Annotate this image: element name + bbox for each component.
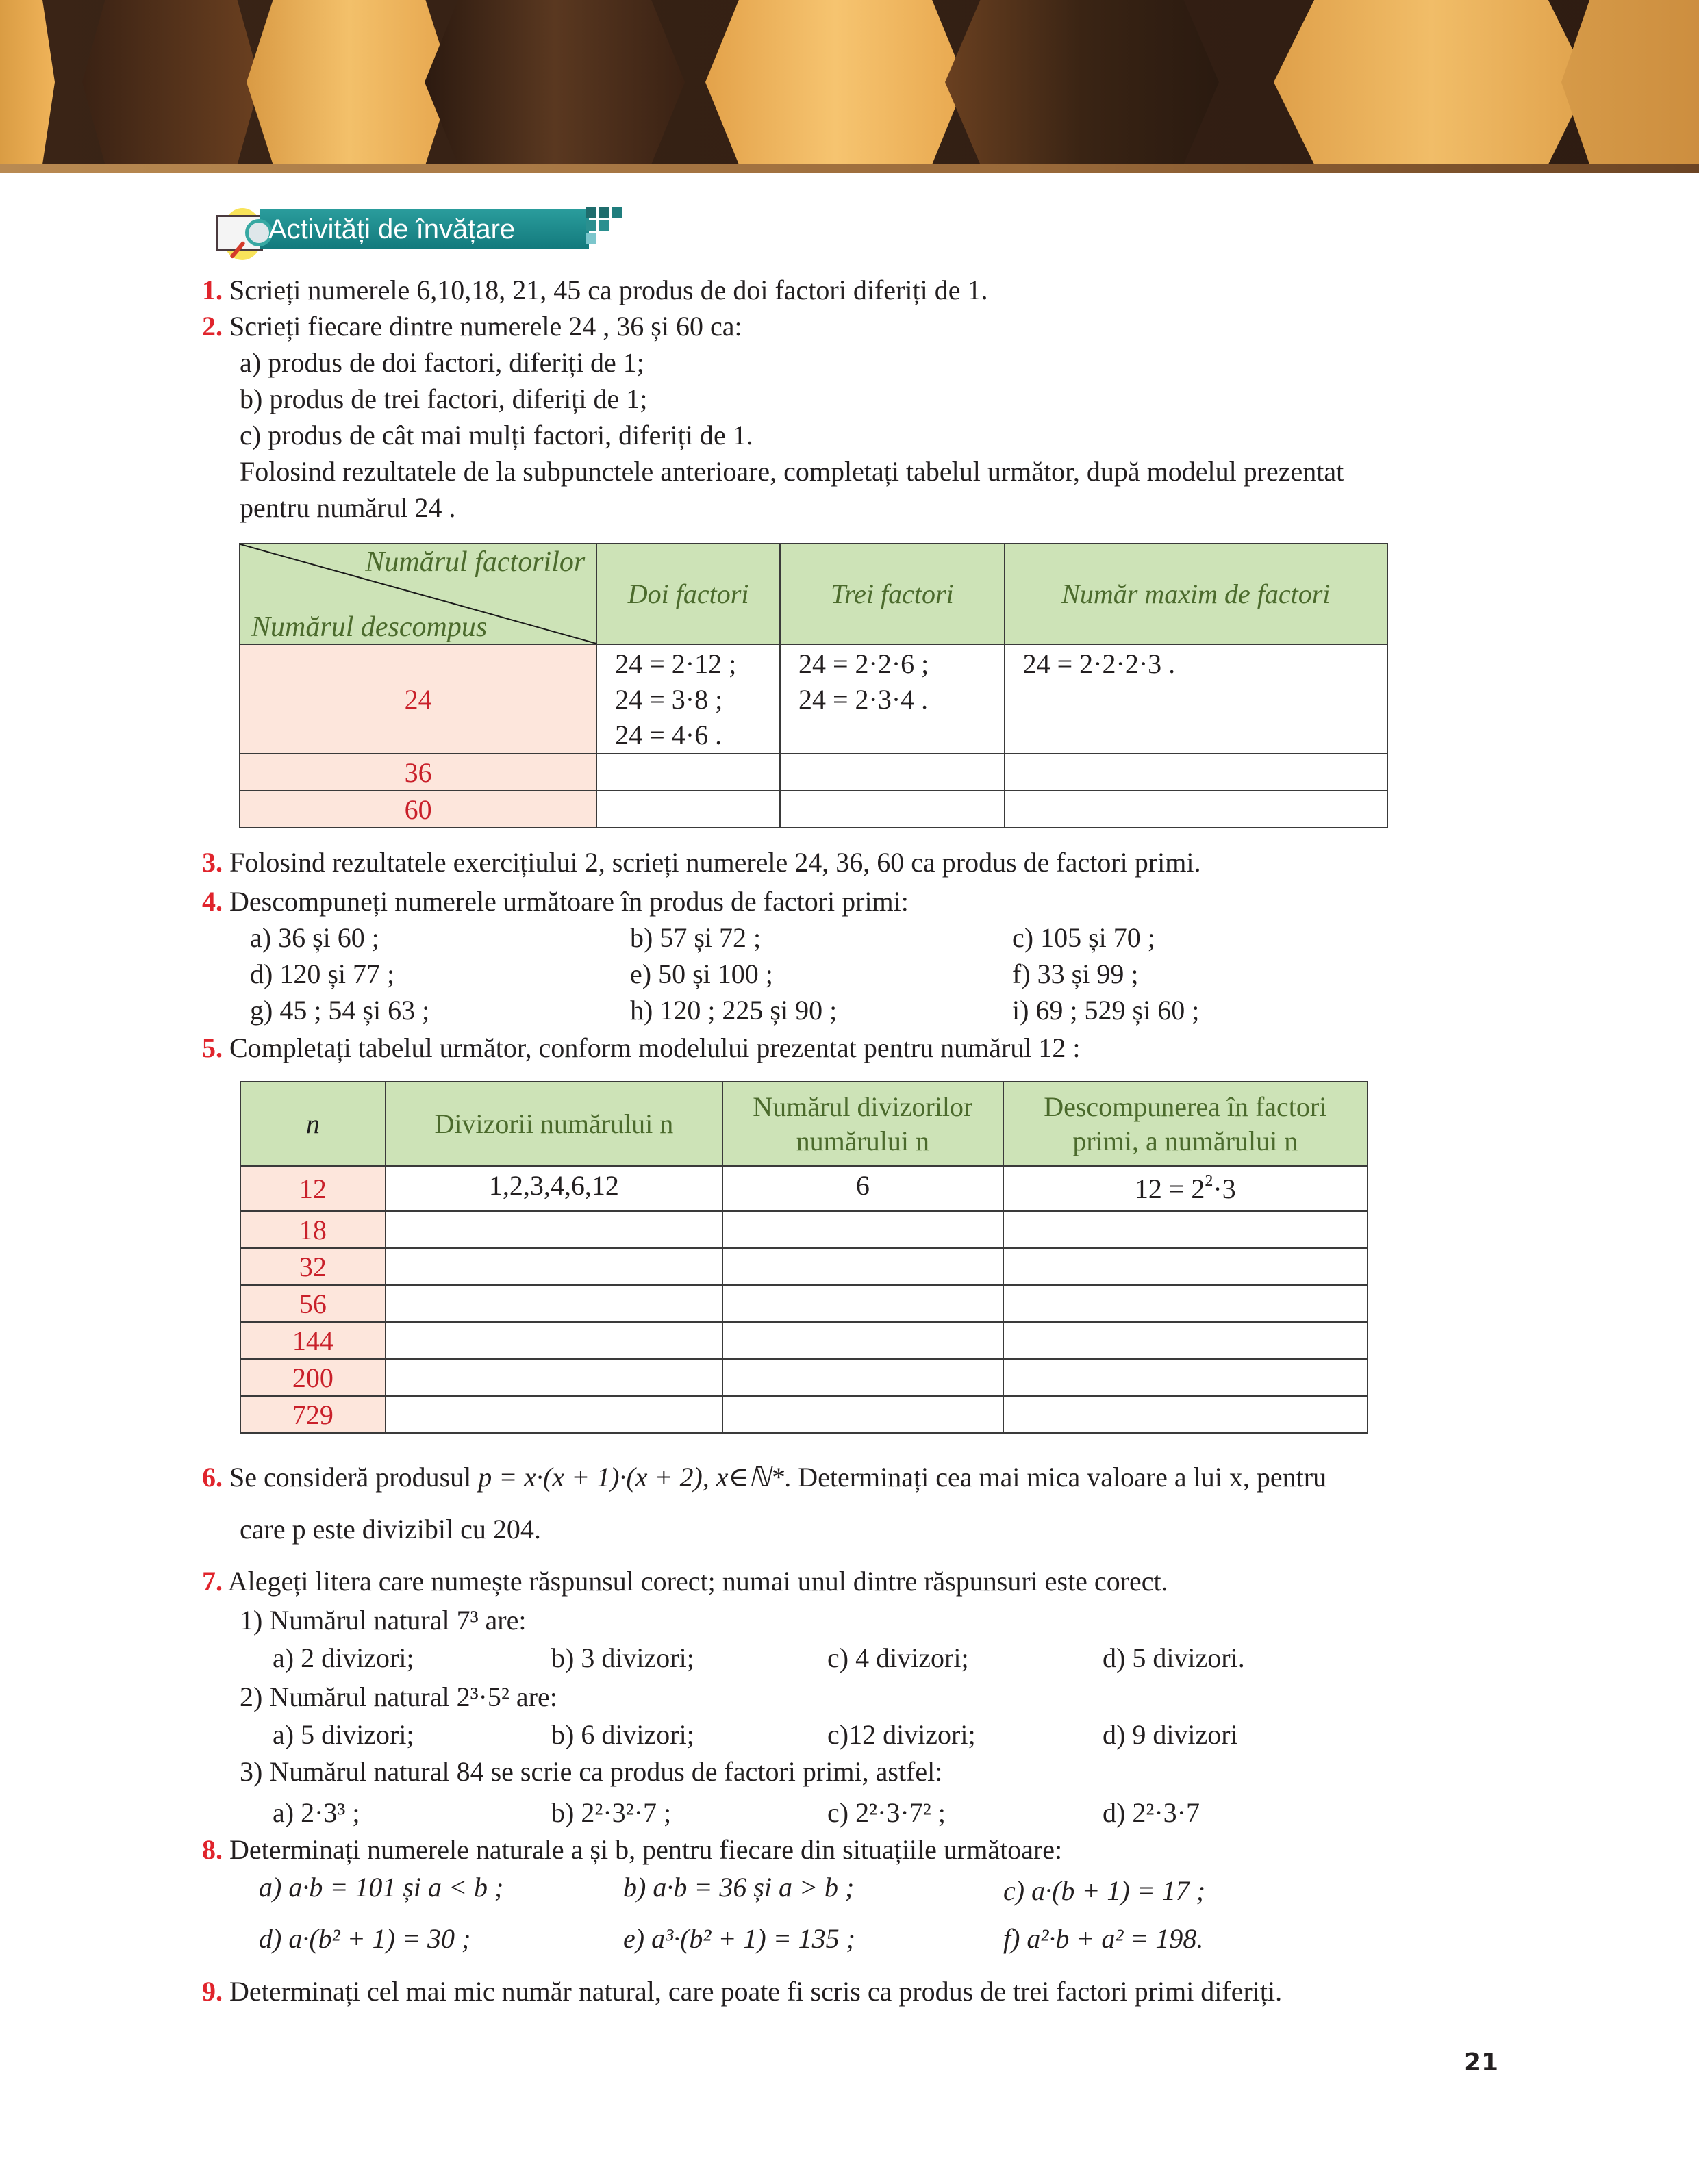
exercise-8-item: d) a·(b² + 1) = 30 ;	[259, 1923, 471, 1954]
count-cell[interactable]	[722, 1359, 1003, 1396]
cell-line: 24 = 2·3·4 .	[798, 684, 929, 715]
column-header: Trei factori	[780, 544, 1005, 644]
question-3-option-a[interactable]: a) 2·3³ ;	[273, 1797, 360, 1828]
row-label: 729	[240, 1396, 386, 1433]
decomposition-cell[interactable]	[1003, 1285, 1368, 1322]
page-number: 21	[1464, 2048, 1499, 2077]
exercise-text: Descompuneți numerele următoare în produs de factori primi:	[229, 886, 909, 917]
divisors-table	[240, 1081, 1368, 1434]
cell-line: 24 = 3·8 ;	[615, 684, 723, 715]
row-label: 18	[240, 1211, 386, 1248]
header-line: primi, a numărului n	[1072, 1125, 1298, 1156]
table-row	[240, 644, 1387, 754]
decomposition-cell[interactable]	[1003, 1211, 1368, 1248]
exercise-2-item-a: a) produs de doi factori, diferiți de 1;	[240, 347, 644, 378]
question-1-option-a[interactable]: a) 2 divizori;	[273, 1642, 414, 1673]
column-header-count	[722, 1082, 1003, 1166]
header-line: Numărul divizorilor	[753, 1091, 973, 1122]
exercise-text: Determinați numerele naturale a și b, pentru fiecare din situațiile următoare:	[229, 1834, 1063, 1865]
exercise-number: 8.	[202, 1834, 223, 1865]
exercise-2	[202, 310, 742, 343]
exercise-2-note-cont: pentru numărul 24 .	[240, 492, 456, 523]
count-cell[interactable]	[722, 1322, 1003, 1359]
table-corner-header	[240, 544, 596, 644]
exercise-number: 4.	[202, 886, 223, 917]
section-title: Activități de învățare	[268, 214, 516, 244]
three-factors-cell[interactable]	[780, 791, 1005, 828]
exercise-2-item-c: c) produs de cât mai mulți factori, diferiți de 1.	[240, 420, 753, 450]
divisors-cell[interactable]	[386, 1359, 722, 1396]
question-2-option-a[interactable]: a) 5 divizori;	[273, 1719, 414, 1750]
row-label: 24	[240, 644, 596, 754]
exercise-8-item: c) a·(b + 1) = 17 ;	[1003, 1875, 1206, 1906]
question-2-option-b[interactable]: b) 6 divizori;	[551, 1719, 694, 1750]
column-header-divisors: Divizorii numărului n	[386, 1082, 722, 1166]
section-header	[205, 207, 616, 255]
divisors-cell[interactable]	[386, 1248, 722, 1285]
exercise-4-item: c) 105 și 70 ;	[1012, 922, 1155, 953]
exercise-8-item: e) a³·(b² + 1) = 135 ;	[623, 1923, 856, 1954]
question-3-stem: 3) Numărul natural 84 se scrie ca produs de factori primi, astfel:	[240, 1756, 943, 1787]
exercise-number: 2.	[202, 311, 223, 342]
factors-table	[239, 543, 1388, 828]
decor-square-icon	[612, 207, 622, 218]
exercise-text: Completați tabelul următor, conform modelului prezentat pentru numărul 12 :	[229, 1032, 1081, 1063]
corner-top-label: Numărul factorilor	[365, 546, 586, 578]
product-formula: p = x·(x + 1)·(x + 2), x∈ℕ*	[478, 1462, 785, 1493]
exercise-text: Determinați cel mai mic număr natural, care poate fi scris ca produs de trei factori primi diferiți.	[229, 1976, 1283, 2007]
header-banner-image	[0, 0, 1699, 164]
exercise-4-item: d) 120 și 77 ;	[250, 958, 395, 989]
count-cell[interactable]	[722, 1396, 1003, 1433]
question-1-option-c[interactable]: c) 4 divizori;	[827, 1642, 969, 1673]
count-cell[interactable]	[722, 1285, 1003, 1322]
exercise-8-item: a) a·b = 101 și a < b ;	[259, 1872, 504, 1903]
two-factors-cell	[596, 644, 780, 754]
exercise-4	[202, 885, 909, 918]
column-header: Număr maxim de factori	[1005, 544, 1387, 644]
corner-bottom-label: Numărul descompus	[251, 611, 488, 643]
divisors-cell: 1,2,3,4,6,12	[386, 1166, 722, 1211]
exercise-text: Se consideră produsul	[229, 1462, 479, 1493]
exercise-text: Folosind rezultatele exercițiului 2, scrieți numerele 24, 36, 60 ca produs de factori primi.	[229, 847, 1201, 878]
max-factors-cell[interactable]	[1005, 791, 1387, 828]
exercise-8	[202, 1833, 1062, 1866]
table-row	[240, 1166, 1368, 1211]
decor-square-icon	[586, 233, 596, 244]
table-row	[240, 1248, 1368, 1285]
question-2-option-c[interactable]: c)12 divizori;	[827, 1719, 976, 1750]
question-2-stem: 2) Numărul natural 2³·5² are:	[240, 1681, 557, 1712]
question-3-option-d[interactable]: d) 2²·3·7	[1103, 1797, 1200, 1828]
exercise-number: 1.	[202, 275, 223, 305]
two-factors-cell[interactable]	[596, 791, 780, 828]
column-header: Doi factori	[596, 544, 780, 644]
table-row	[240, 1359, 1368, 1396]
decor-square-icon	[599, 207, 609, 218]
decomposition-cell[interactable]	[1003, 1396, 1368, 1433]
row-label: 60	[240, 791, 596, 828]
cell-line: 24 = 2·2·2·3 .	[1022, 648, 1176, 679]
exercise-text: Scrieți numerele 6,10,18, 21, 45 ca produs de doi factori diferiți de 1.	[229, 275, 988, 305]
count-cell[interactable]	[722, 1248, 1003, 1285]
divisors-cell[interactable]	[386, 1285, 722, 1322]
exercise-number: 5.	[202, 1032, 223, 1063]
cell-line: 24 = 2·12 ;	[615, 648, 737, 679]
decomposition-cell[interactable]	[1003, 1248, 1368, 1285]
exercise-4-item: g) 45 ; 54 și 63 ;	[250, 995, 430, 1026]
table-row	[240, 1396, 1368, 1433]
exercise-8-item: f) a²·b + a² = 198.	[1003, 1923, 1204, 1954]
question-1-stem: 1) Numărul natural 7³ are:	[240, 1605, 527, 1636]
three-factors-cell	[780, 644, 1005, 754]
exercise-text: Alegeți litera care numește răspunsul corect; numai unul dintre răspunsuri este corect.	[227, 1566, 1168, 1597]
question-1-option-b[interactable]: b) 3 divizori;	[551, 1642, 694, 1673]
exercise-number: 6.	[202, 1462, 223, 1493]
exercise-text: Scrieți fiecare dintre numerele 24 , 36 și 60 ca:	[229, 311, 742, 342]
decomposition-cell[interactable]	[1003, 1359, 1368, 1396]
column-header-decomposition	[1003, 1082, 1368, 1166]
exercise-number: 9.	[202, 1976, 223, 2007]
exercise-number: 3.	[202, 847, 223, 878]
question-3-option-b[interactable]: b) 2²·3²·7 ;	[551, 1797, 672, 1828]
exercise-text-cont: . Determinați cea mai mica valoare a lui x, pentru	[784, 1462, 1327, 1493]
column-header-n: n	[240, 1082, 386, 1166]
row-label: 200	[240, 1359, 386, 1396]
count-cell[interactable]	[722, 1211, 1003, 1248]
exercise-4-item: h) 120 ; 225 și 90 ;	[630, 995, 838, 1026]
table-row	[240, 1211, 1368, 1248]
row-label: 36	[240, 754, 596, 791]
exercise-4-item: e) 50 și 100 ;	[630, 958, 773, 989]
exercise-1	[202, 274, 987, 307]
exercise-2-note: Folosind rezultatele de la subpunctele anterioare, completați tabelul următor, după modelul prezentat	[240, 456, 1344, 487]
row-label: 32	[240, 1248, 386, 1285]
question-2-option-d[interactable]: d) 9 divizori	[1103, 1719, 1238, 1750]
banner-divider	[0, 164, 1699, 173]
divisors-cell[interactable]	[386, 1211, 722, 1248]
exercise-2-item-b: b) produs de trei factori, diferiți de 1;	[240, 383, 648, 414]
two-factors-cell[interactable]	[596, 754, 780, 791]
count-cell: 6	[722, 1166, 1003, 1211]
table-row	[240, 1285, 1368, 1322]
exercise-4-item: i) 69 ; 529 și 60 ;	[1012, 995, 1200, 1026]
question-3-option-c[interactable]: c) 2²·3·7² ;	[827, 1797, 946, 1828]
table-row	[240, 1322, 1368, 1359]
divisors-cell[interactable]	[386, 1396, 722, 1433]
exercise-8-item: b) a·b = 36 și a > b ;	[623, 1872, 855, 1903]
exercise-9	[202, 1975, 1282, 2008]
decor-square-icon	[599, 220, 609, 231]
cell-line: 24 = 4·6 .	[615, 720, 722, 750]
decomposition-cell: $12 = 2^2\cdot 3$	[1003, 1166, 1368, 1211]
three-factors-cell[interactable]	[780, 754, 1005, 791]
row-label: 12	[240, 1166, 386, 1211]
row-label: 144	[240, 1322, 386, 1359]
decomposition-cell[interactable]	[1003, 1322, 1368, 1359]
max-factors-cell[interactable]	[1005, 754, 1387, 791]
divisors-cell[interactable]	[386, 1322, 722, 1359]
cell-line: 24 = 2·2·6 ;	[798, 648, 929, 679]
max-factors-cell	[1005, 644, 1387, 754]
exercise-6-cont: care p este divizibil cu 204.	[240, 1514, 541, 1545]
exercise-number: 7.	[202, 1566, 223, 1597]
row-label: 56	[240, 1285, 386, 1322]
exercise-4-item: b) 57 și 72 ;	[630, 922, 762, 953]
exercise-7	[202, 1565, 1168, 1598]
decor-square-icon	[586, 207, 596, 218]
decor-square-icon	[586, 220, 596, 231]
exercise-5	[202, 1032, 1081, 1065]
exercise-4-item: a) 36 și 60 ;	[250, 922, 379, 953]
exercise-4-item: f) 33 și 99 ;	[1012, 958, 1139, 989]
header-line: Descompunerea în factori	[1044, 1091, 1327, 1122]
question-1-option-d[interactable]: d) 5 divizori.	[1103, 1642, 1245, 1673]
header-line: numărului n	[796, 1125, 930, 1156]
table-row	[240, 791, 1387, 828]
exercise-3	[202, 846, 1200, 879]
exercise-6	[202, 1461, 1326, 1494]
table-row	[240, 754, 1387, 791]
